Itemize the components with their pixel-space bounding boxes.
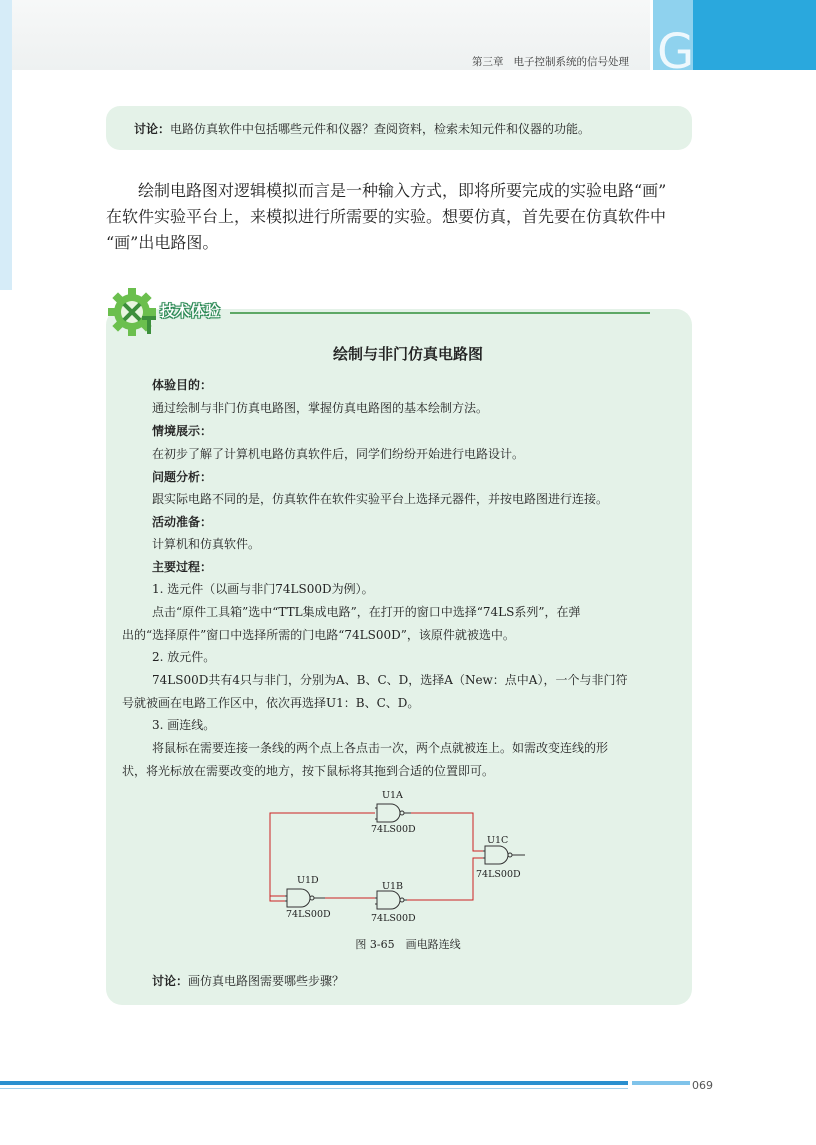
body-line-1: 绘制电路图对逻辑模拟而言是一种输入方式，即将所要完成的实验电路“画” [106, 181, 667, 200]
step1-title: 1. 选元件（以画与非门74LS00D为例）。 [152, 582, 374, 596]
gate-u1a [375, 804, 411, 822]
problem-label: 问题分析： [152, 470, 213, 484]
step3-title: 3. 画连线。 [152, 718, 216, 732]
scenario-label: 情境展示： [152, 424, 213, 438]
problem-text: 跟实际电路不同的是，仿真软件在软件实验平台上选择元器件，并按电路图进行连接。 [152, 492, 609, 506]
page-number: 069 [692, 1079, 713, 1092]
u1b-label: U1B [382, 881, 404, 892]
scenario-text: 在初步了解了计算机电路仿真软件后，同学们纷纷开始进行电路设计。 [152, 447, 525, 461]
body-line-2: 在软件实验平台上，来模拟进行所需要的实验。想要仿真，首先要在仿真软件中 [106, 207, 667, 226]
wire-u1a-to-u1c [407, 813, 483, 851]
footer-rule-thin [0, 1088, 628, 1089]
body-line-3: “画”出电路图。 [106, 233, 219, 252]
purpose-label: 体验目的： [152, 378, 213, 392]
discussion-bottom [152, 972, 344, 989]
experience-title: 绘制与非门仿真电路图 [332, 345, 483, 363]
u1c-label: U1C [487, 835, 509, 846]
running-header [472, 54, 639, 69]
discussion-text-top [134, 120, 590, 137]
chapter-letter: G [657, 24, 695, 70]
step2-title: 2. 放元件。 [152, 650, 216, 664]
discussion-label: 讨论： [134, 122, 171, 136]
gate-u1c [483, 846, 525, 864]
gate-u1d [285, 889, 325, 907]
nand-circuit-diagram [265, 786, 535, 928]
process-label: 主要过程： [152, 560, 213, 574]
gate-u1b [375, 891, 407, 909]
left-margin-stripe [0, 0, 12, 290]
chapter-number: 第三章 [472, 56, 504, 68]
step1-line2: 出的“选择原件”窗口中选择所需的门电路“74LS00D”，该原件就被选中。 [122, 628, 515, 642]
figure-caption: 图 3-65 画电路连线 [355, 938, 461, 951]
badge-title: 技术体验 [160, 302, 221, 320]
step2-line1: 74LS00D共有4只与非门，分别为A、B、C、D，选择A（New：点中A），一个与非门符 [152, 673, 628, 687]
badge-rule-line [230, 312, 650, 314]
u1a-part: 74LS00D [371, 824, 416, 835]
step2-line2: 号就被画在电路工作区中，依次再选择U1：B、C、D。 [122, 696, 420, 710]
footer-rule-right [632, 1081, 690, 1085]
footer-rule [0, 1081, 628, 1085]
prep-label: 活动准备： [152, 515, 213, 529]
step3-line1: 将鼠标在需要连接一条线的两个点上各点击一次，两个点就被连上。如需改变连线的形 [152, 741, 609, 755]
wire-u1b-to-u1c [407, 858, 483, 900]
u1d-part: 74LS00D [286, 909, 331, 920]
step1-line1: 点击“原件工具箱”选中“TTL集成电路”，在打开的窗口中选择“74LS系列”，在弹 [152, 605, 581, 619]
discussion-bottom-label: 讨论： [152, 974, 189, 988]
gear-badge-icon [104, 282, 164, 342]
chapter-title: 电子控制系统的信号处理 [513, 56, 629, 68]
u1d-label: U1D [297, 875, 319, 886]
prep-text: 计算机和仿真软件。 [152, 537, 261, 551]
discussion-question: 电路仿真软件中包括哪些元件和仪器？查阅资料，检索未知元件和仪器的功能。 [170, 122, 591, 136]
chapter-letter-icon [655, 24, 705, 70]
discussion-box-top [106, 106, 692, 150]
wire-u1d-input [270, 896, 285, 901]
u1b-part: 74LS00D [371, 913, 416, 924]
step3-line2: 状，将光标放在需要改变的地方，按下鼠标将其拖到合适的位置即可。 [122, 764, 495, 778]
wire-u1a-to-u1d [270, 813, 375, 896]
purpose-text: 通过绘制与非门仿真电路图，掌握仿真电路图的基本绘制方法。 [152, 401, 489, 415]
u1c-part: 74LS00D [476, 869, 521, 880]
u1a-label: U1A [382, 790, 403, 801]
body-paragraph [106, 178, 696, 256]
discussion-bottom-text: 画仿真电路图需要哪些步骤？ [188, 974, 345, 988]
